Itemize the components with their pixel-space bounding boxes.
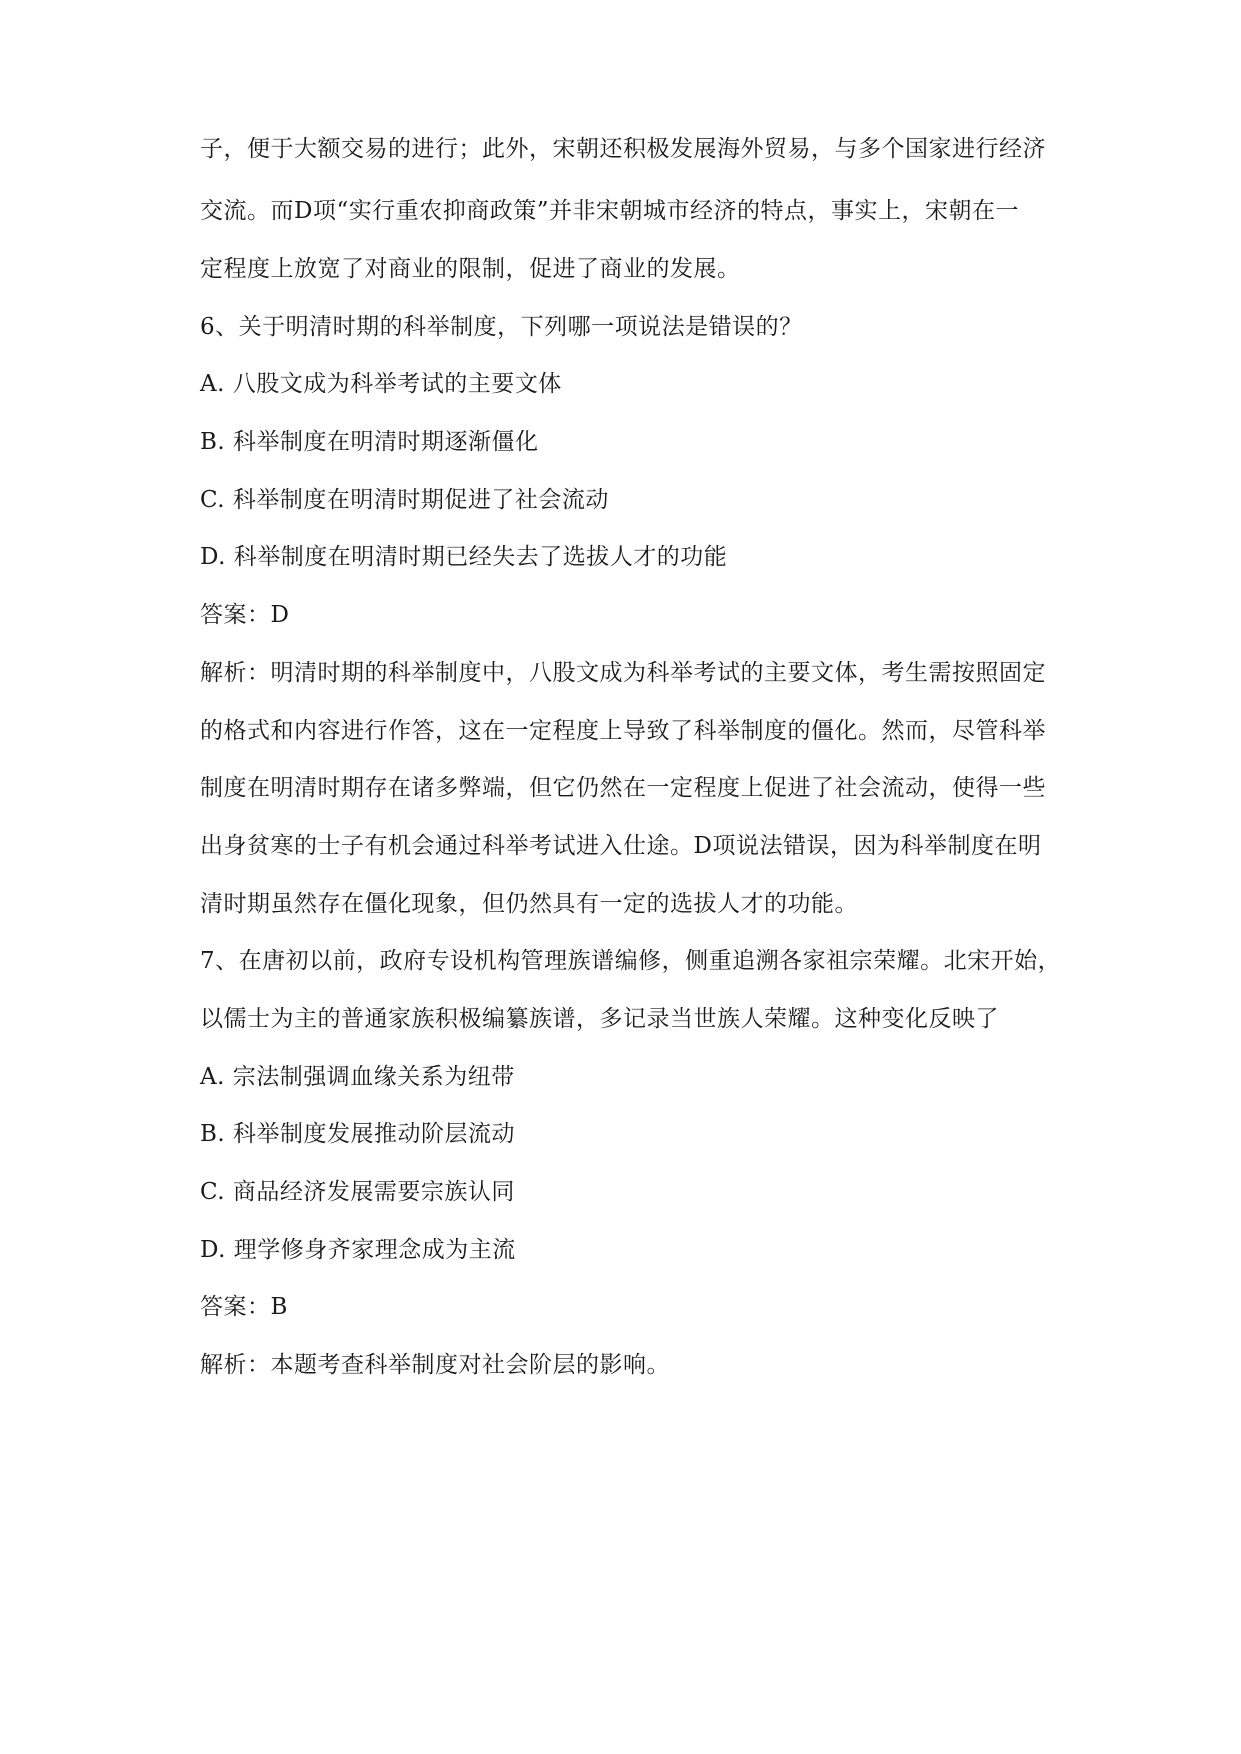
question-6-answer: 答案：D [200, 602, 290, 628]
question-6-explanation-line-5: 清时期虽然存在僵化现象，但仍然具有一定的选拔人才的功能。 [200, 891, 858, 917]
question-7-answer: 答案：B [200, 1294, 288, 1320]
prev-explanation-line-1: 子，便于大额交易的进行；此外，宋朝还积极发展海外贸易，与多个国家进行经济 [200, 136, 1046, 162]
question-6-option-d: D. 科举制度在明清时期已经失去了选拔人才的功能 [200, 544, 728, 570]
question-6-explanation-line-4: 出身贫寒的士子有机会通过科举考试进入仕途。D项说法错误，因为科举制度在明 [200, 833, 1042, 859]
question-6-option-a: A. 八股文成为科举考试的主要文体 [200, 371, 562, 397]
question-7-option-b: B. 科举制度发展推动阶层流动 [200, 1121, 516, 1147]
question-6: 6、关于明清时期的科举制度，下列哪一项说法是错误的？ [200, 314, 803, 340]
question-7-explanation: 解析：本题考查科举制度对社会阶层的影响。 [200, 1352, 670, 1378]
question-7-option-d: D. 理学修身齐家理念成为主流 [200, 1237, 516, 1263]
question-7-line-2: 以儒士为主的普通家族积极编纂族谱，多记录当世族人荣耀。这种变化反映了 [200, 1006, 999, 1032]
question-7-option-a: A. 宗法制强调血缘关系为纽带 [200, 1064, 515, 1090]
question-6-explanation-line-1: 解析：明清时期的科举制度中，八股文成为科举考试的主要文体，考生需按照固定 [200, 660, 1046, 686]
question-7-option-c: C. 商品经济发展需要宗族认同 [200, 1179, 515, 1205]
prev-explanation-line-3: 定程度上放宽了对商业的限制，促进了商业的发展。 [200, 256, 741, 282]
question-6-explanation-line-3: 制度在明清时期存在诸多弊端，但它仍然在一定程度上促进了社会流动，使得一些 [200, 775, 1046, 801]
question-7-line-1: 7、在唐初以前，政府专设机构管理族谱编修，侧重追溯各家祖宗荣耀。北宋开始， [200, 948, 1062, 974]
question-6-option-b: B. 科举制度在明清时期逐渐僵化 [200, 429, 539, 455]
prev-explanation-line-2: 交流。而D项“实行重农抑商政策”并非宋朝城市经济的特点，事实上，宋朝在一 [200, 198, 1019, 224]
question-6-explanation-line-2: 的格式和内容进行作答，这在一定程度上导致了科举制度的僵化。然而，尽管科举 [200, 718, 1046, 744]
question-6-option-c: C. 科举制度在明清时期促进了社会流动 [200, 487, 609, 513]
